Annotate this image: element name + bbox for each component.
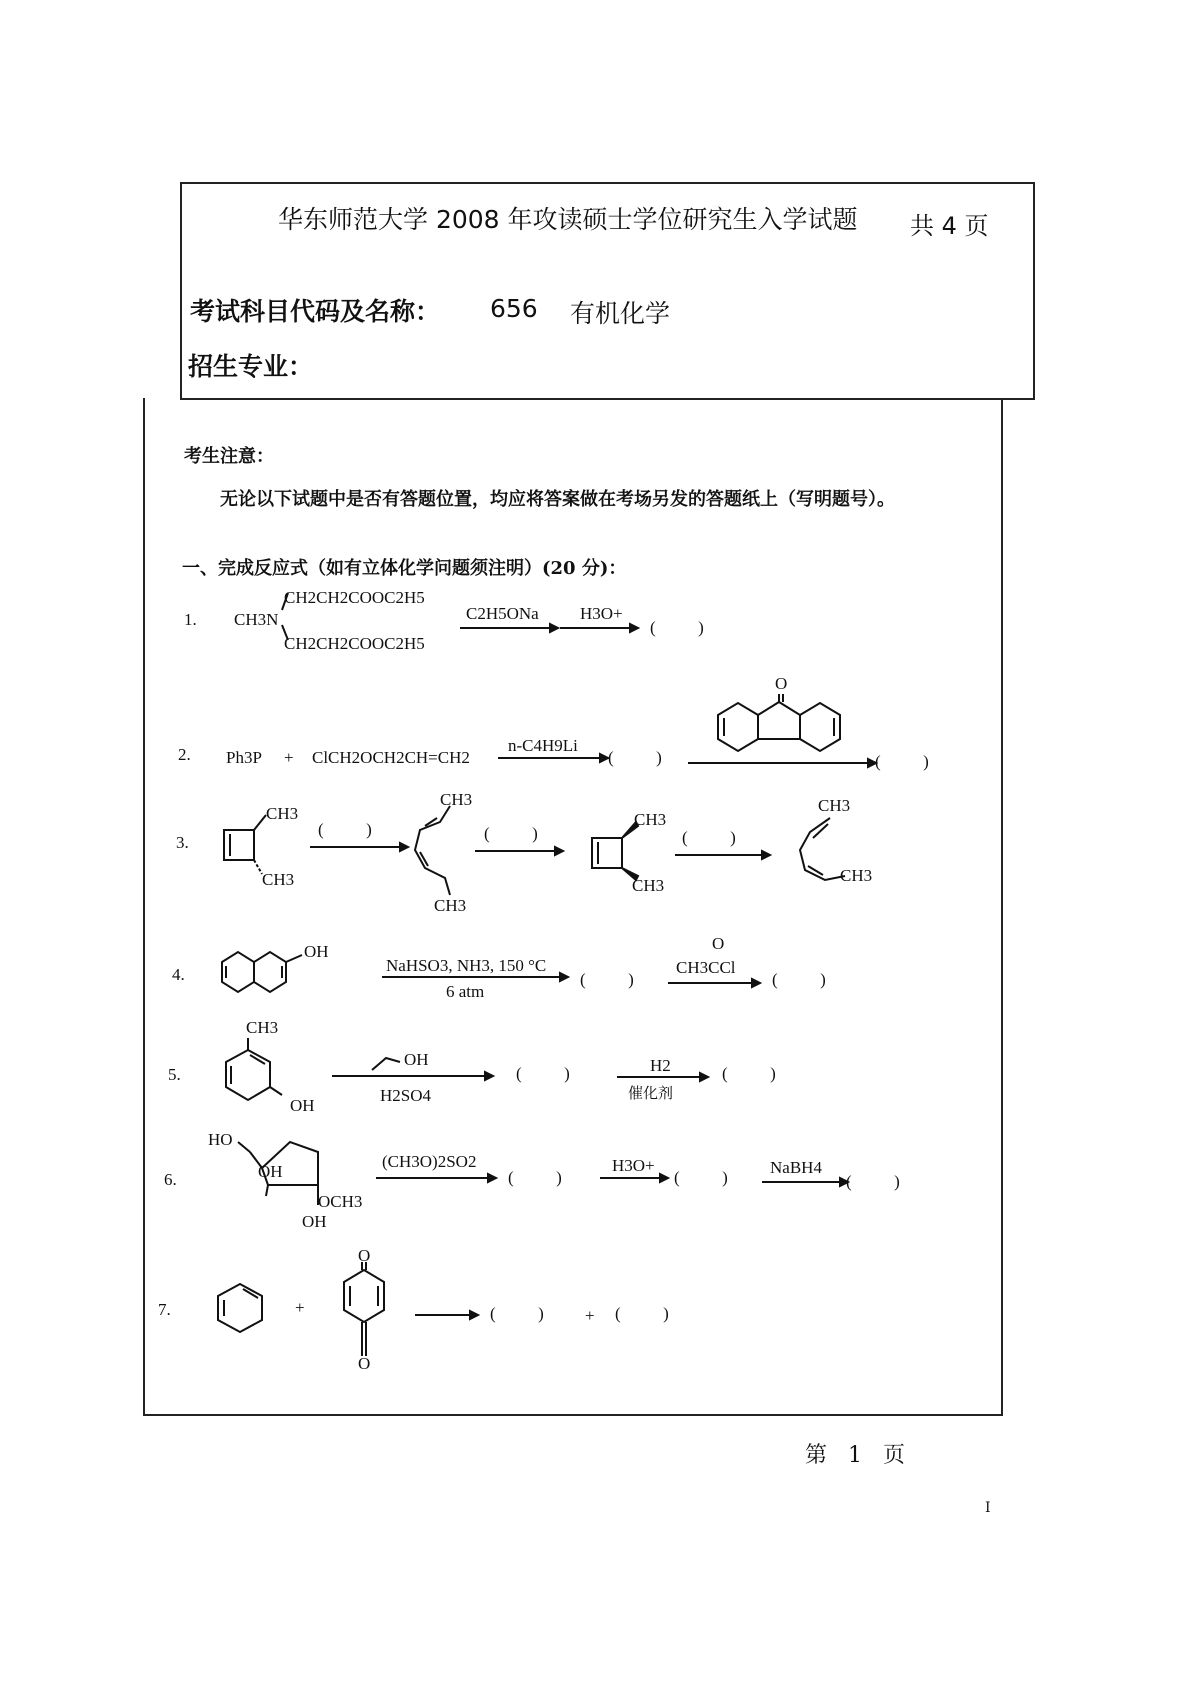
q5-number: 5. xyxy=(168,1065,181,1084)
major-label: 招生专业： xyxy=(188,352,314,381)
q4-answer-blank-1: ( ) xyxy=(580,970,634,989)
page-number: 第 1 页 xyxy=(805,1443,905,1468)
q6-answer-blank-1: ( ) xyxy=(508,1168,562,1187)
q2-reactant-b: ClCH2OCH2CH=CH2 xyxy=(312,748,470,767)
q5-reagent2: H2 xyxy=(650,1056,671,1075)
q5-reagent1b: H2SO4 xyxy=(380,1086,432,1105)
q5-oh: OH xyxy=(290,1096,315,1115)
q6-reagent2: H3O+ xyxy=(612,1156,655,1175)
q2-answer-blank-1: ( ) xyxy=(608,748,662,767)
q1-answer-blank: ( ) xyxy=(650,618,704,637)
q7-number: 7. xyxy=(158,1300,171,1319)
subject-label: 考试科目代码及名称： xyxy=(190,297,441,326)
q7-oxygen-bottom: O xyxy=(358,1354,371,1373)
q6-oh2: OH xyxy=(302,1212,327,1231)
q5-me: CH3 xyxy=(246,1018,279,1037)
q4-answer-blank-2: ( ) xyxy=(772,970,826,989)
q1-arm2: CH2CH2COOC2H5 xyxy=(284,634,425,653)
q6-ho: HO xyxy=(208,1130,233,1149)
q3-condition-blank-2: ( ) xyxy=(484,824,538,843)
q1-number: 1. xyxy=(184,610,197,629)
section-title: 一、完成反应式（如有立体化学问题须注明）(20 分)： xyxy=(182,558,627,579)
q2-number: 2. xyxy=(178,745,191,764)
q6-number: 6. xyxy=(164,1170,177,1189)
q2-ketone-oxygen: O xyxy=(775,674,788,693)
q3-number: 3. xyxy=(176,833,189,852)
notice-heading: 考生注意： xyxy=(184,446,274,467)
q2-reactant-a: Ph3P xyxy=(226,748,262,767)
q2-plus: + xyxy=(284,748,294,767)
q5-answer-blank-1: ( ) xyxy=(516,1064,570,1083)
q1-amine: CH3N xyxy=(234,610,279,629)
q3-me-1: CH3 xyxy=(266,804,299,823)
q3-me-7: CH3 xyxy=(818,796,851,815)
q3-me-6: CH3 xyxy=(632,876,665,895)
q4-reagent1b: 6 atm xyxy=(446,982,485,1001)
notice-body: 无论以下试题中是否有答题位置，均应将答案做在考场另发的答题纸上（写明题号）。 xyxy=(220,489,895,510)
subject-name: 有机化学 xyxy=(570,299,671,328)
q7-oxygen-top: O xyxy=(358,1246,371,1265)
q6-reagent1: (CH3O)2SO2 xyxy=(382,1152,477,1171)
q3-me-4: CH3 xyxy=(434,896,467,915)
q6-ome: OCH3 xyxy=(318,1192,363,1211)
q4-reagent1: NaHSO3, NH3, 150 °C xyxy=(386,956,547,975)
q4-reagent2-oxygen: O xyxy=(712,934,725,953)
q3-me-2: CH3 xyxy=(262,870,295,889)
exam-title: 华东师范大学 2008 年攻读硕士学位研究生入学试题 xyxy=(278,205,858,234)
q5-reagent1: OH xyxy=(404,1050,429,1069)
q6-answer-blank-3: ( ) xyxy=(846,1172,900,1191)
q3-me-8: CH3 xyxy=(840,866,873,885)
q3-condition-blank-1: ( ) xyxy=(318,820,372,839)
q3-condition-blank-3: ( ) xyxy=(682,828,736,847)
stray-mark: I xyxy=(985,1500,991,1516)
q1-arm1: CH2CH2COOC2H5 xyxy=(284,588,425,607)
q3-me-3: CH3 xyxy=(440,790,473,809)
q6-oh1: OH xyxy=(258,1162,283,1181)
q7-plus: + xyxy=(295,1298,305,1317)
q4-oh: OH xyxy=(304,942,329,961)
q6-answer-blank-2: ( ) xyxy=(674,1168,728,1187)
q4-number: 4. xyxy=(172,965,185,984)
q1-reagent1: C2H5ONa xyxy=(466,604,539,623)
q5-reagent2b: 催化剂 xyxy=(628,1084,674,1102)
q2-reagent1: n-C4H9Li xyxy=(508,736,578,755)
q3-me-5: CH3 xyxy=(634,810,667,829)
q1-reagent2: H3O+ xyxy=(580,604,623,623)
page-count: 共 4 页 xyxy=(910,212,989,240)
q2-answer-blank-2: ( ) xyxy=(875,752,929,771)
q5-answer-blank-2: ( ) xyxy=(722,1064,776,1083)
q7-answer-blank-1: ( ) xyxy=(490,1304,544,1323)
q7-answer-blank-2: ( ) xyxy=(615,1304,669,1323)
subject-code: 656 xyxy=(490,294,538,323)
q4-reagent2: CH3CCl xyxy=(676,958,736,977)
q7-plus-2: + xyxy=(585,1306,595,1325)
q6-reagent3: NaBH4 xyxy=(770,1158,822,1177)
